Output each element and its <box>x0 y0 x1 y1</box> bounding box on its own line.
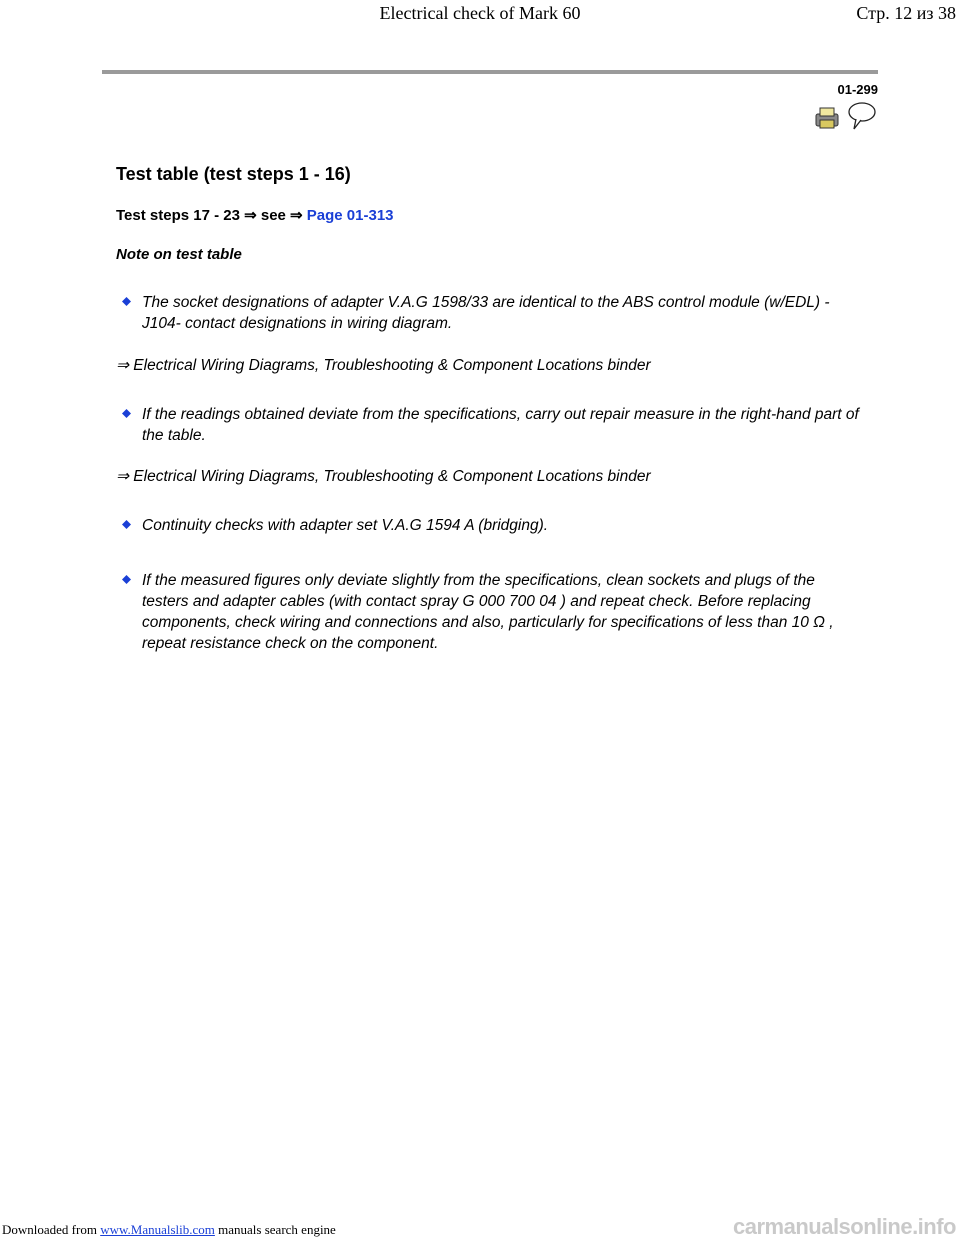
page-counter: Стр. 12 из 38 <box>856 3 956 23</box>
section-heading: Test table (test steps 1 - 16) <box>116 164 351 184</box>
toolbar-icons <box>814 102 880 130</box>
speech-bubble-icon[interactable] <box>849 103 875 129</box>
download-prefix: Downloaded from <box>2 1222 101 1237</box>
page-link[interactable]: Page 01-313 <box>306 207 394 224</box>
wiring-reference: ⇒ Electrical Wiring Diagrams, Troubleshooting & Component Locations binder <box>116 468 651 485</box>
list-item-text: If the measured figures only deviate slightly from the specifications, clean sockets and plugs of the testers and adapter cables (with contact spray G 000 700 04 ) and repeat check. Before replacing components, check wiring and connections and also, particularly for specifications of less than 10 Ω , repeat resistance check on the component. <box>142 572 834 652</box>
diamond-bullet-icon <box>122 297 131 306</box>
list-item-text: If the readings obtained deviate from the specifications, carry out repair measure in the right-hand part of the table. <box>142 406 859 444</box>
diamond-bullet-icon <box>122 520 131 529</box>
printer-icon[interactable] <box>816 108 838 128</box>
page-number: 01-299 <box>837 82 878 97</box>
test-steps-line <box>116 206 394 224</box>
diamond-bullet-icon <box>122 575 131 584</box>
header-rule <box>102 70 878 74</box>
test-steps-text: Test steps 17 - 23 ⇒ see ⇒ <box>116 207 307 224</box>
list-item-text: Continuity checks with adapter set V.A.G 1594 A (bridging). <box>142 517 549 534</box>
download-notice <box>2 1222 336 1238</box>
diamond-bullet-icon <box>122 409 131 418</box>
list-item-text: The socket designations of adapter V.A.G 1598/33 are identical to the ABS control module (w/EDL) -J104- contact designations in wiring diagram. <box>142 294 830 332</box>
wiring-reference: ⇒ Electrical Wiring Diagrams, Troubleshooting & Component Locations binder <box>116 357 651 374</box>
document-title: Electrical check of Mark 60 <box>379 3 581 23</box>
watermark: carmanualsonline.info <box>733 1214 956 1239</box>
note-heading: Note on test table <box>116 246 242 263</box>
manualslib-link[interactable]: www.Manualslib.com <box>100 1222 215 1237</box>
download-suffix: manuals search engine <box>214 1222 336 1237</box>
